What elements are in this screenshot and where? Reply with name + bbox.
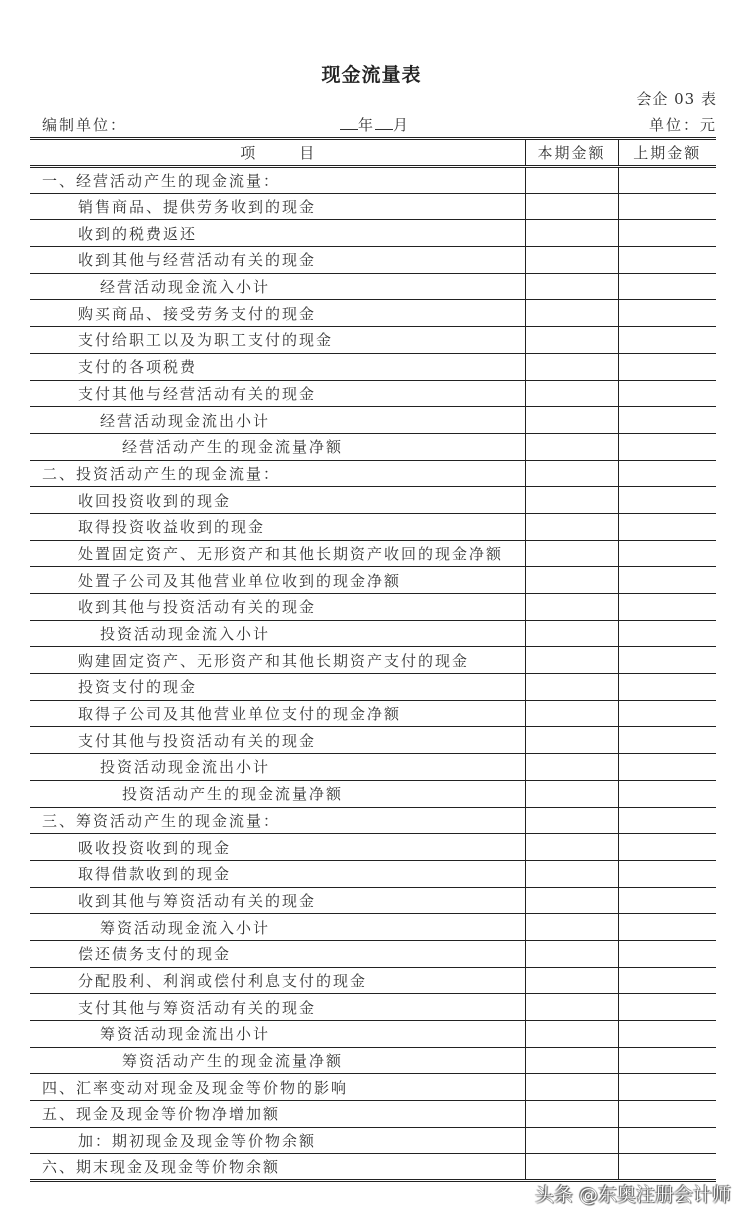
form-number: 会企 03 表 [636,90,717,108]
previous-amount-cell[interactable] [618,193,716,220]
year-label: 年 [358,116,376,134]
row-label: 支付其他与投资活动有关的现金 [30,727,525,754]
table-row [30,433,716,460]
previous-amount-cell[interactable] [618,487,716,514]
previous-amount-cell[interactable] [618,1021,716,1048]
previous-amount-cell[interactable] [618,433,716,460]
table-row [30,887,716,914]
table-row [30,487,716,514]
previous-amount-cell[interactable] [618,967,716,994]
previous-amount-cell[interactable] [618,167,716,194]
table-row [30,247,716,274]
current-amount-cell[interactable] [525,807,618,834]
current-amount-cell[interactable] [525,167,618,194]
current-amount-cell[interactable] [525,994,618,1021]
row-label: 投资活动现金流出小计 [30,754,525,781]
row-label: 四、汇率变动对现金及现金等价物的影响 [30,1074,525,1101]
previous-amount-cell[interactable] [618,834,716,861]
table-row [30,807,716,834]
table-row [30,674,716,701]
row-label: 经营活动现金流入小计 [30,273,525,300]
previous-amount-cell[interactable] [618,594,716,621]
previous-amount-cell[interactable] [618,807,716,834]
previous-amount-cell[interactable] [618,540,716,567]
current-amount-cell[interactable] [525,754,618,781]
watermark: 头条 @东奥注册会计师 [535,1184,732,1206]
prepared-by-label: 编制单位： [42,116,128,134]
year-blank [340,117,358,130]
row-label: 处置子公司及其他营业单位收到的现金净额 [30,567,525,594]
table-row [30,1154,716,1181]
previous-amount-cell[interactable] [618,407,716,434]
table-row [30,1021,716,1048]
previous-amount-cell[interactable] [618,353,716,380]
table-row [30,193,716,220]
table-row [30,407,716,434]
row-label: 收到的税费返还 [30,220,525,247]
currency-unit: 单位：元 [648,116,717,134]
table-row [30,940,716,967]
table-row [30,647,716,674]
table-row [30,994,716,1021]
row-label: 支付的各项税费 [30,353,525,380]
table-row [30,380,716,407]
previous-amount-cell[interactable] [618,460,716,487]
current-amount-cell[interactable] [525,433,618,460]
current-amount-cell[interactable] [525,727,618,754]
current-amount-cell[interactable] [525,700,618,727]
current-amount-cell[interactable] [525,620,618,647]
previous-amount-cell[interactable] [618,380,716,407]
current-amount-cell[interactable] [525,887,618,914]
previous-amount-cell[interactable] [618,1154,716,1181]
previous-amount-cell[interactable] [618,567,716,594]
table-row [30,967,716,994]
previous-amount-cell[interactable] [618,940,716,967]
current-amount-cell[interactable] [525,1047,618,1074]
row-label: 筹资活动现金流出小计 [30,1021,525,1048]
table-row [30,914,716,941]
current-amount-cell[interactable] [525,327,618,354]
row-label: 处置固定资产、无形资产和其他长期资产收回的现金净额 [30,540,525,567]
current-amount-cell[interactable] [525,273,618,300]
previous-amount-cell[interactable] [618,860,716,887]
current-amount-cell[interactable] [525,513,618,540]
row-label: 销售商品、提供劳务收到的现金 [30,193,525,220]
current-amount-cell[interactable] [525,914,618,941]
current-amount-cell[interactable] [525,567,618,594]
row-label: 加：期初现金及现金等价物余额 [30,1127,525,1154]
previous-amount-cell[interactable] [618,1047,716,1074]
previous-amount-cell[interactable] [618,914,716,941]
row-label: 支付其他与经营活动有关的现金 [30,380,525,407]
row-label: 二、投资活动产生的现金流量： [30,460,525,487]
row-label: 一、经营活动产生的现金流量： [30,167,525,194]
table-row [30,594,716,621]
document-title: 现金流量表 [321,64,422,86]
current-amount-cell[interactable] [525,1127,618,1154]
row-label: 五、现金及现金等价物净增加额 [30,1101,525,1128]
current-amount-cell[interactable] [525,247,618,274]
previous-amount-cell[interactable] [618,1074,716,1101]
previous-amount-cell[interactable] [618,674,716,701]
table-row [30,620,716,647]
table-row [30,700,716,727]
previous-amount-cell[interactable] [618,620,716,647]
previous-amount-cell[interactable] [618,754,716,781]
previous-amount-cell[interactable] [618,273,716,300]
current-amount-cell[interactable] [525,380,618,407]
previous-amount-cell[interactable] [618,220,716,247]
row-label: 收到其他与经营活动有关的现金 [30,247,525,274]
row-label: 偿还债务支付的现金 [30,940,525,967]
row-label: 投资支付的现金 [30,674,525,701]
row-label: 取得借款收到的现金 [30,860,525,887]
row-label: 支付其他与筹资活动有关的现金 [30,994,525,1021]
row-label: 购买商品、接受劳务支付的现金 [30,300,525,327]
row-label: 筹资活动现金流入小计 [30,914,525,941]
table-row [30,540,716,567]
previous-amount-cell[interactable] [618,727,716,754]
previous-amount-cell[interactable] [618,513,716,540]
table-row [30,167,716,194]
header-previous-amount: 上期金额 [618,139,716,167]
table-row [30,780,716,807]
table-row [30,300,716,327]
current-amount-cell[interactable] [525,487,618,514]
table-row [30,1101,716,1128]
cash-flow-table [30,137,716,1182]
current-amount-cell[interactable] [525,780,618,807]
current-amount-cell[interactable] [525,860,618,887]
current-amount-cell[interactable] [525,834,618,861]
previous-amount-cell[interactable] [618,327,716,354]
current-amount-cell[interactable] [525,967,618,994]
table-row [30,727,716,754]
current-amount-cell[interactable] [525,407,618,434]
row-label: 六、期末现金及现金等价物余额 [30,1154,525,1181]
table-row [30,1127,716,1154]
header-current-amount: 本期金额 [525,139,618,167]
previous-amount-cell[interactable] [618,247,716,274]
table-row [30,460,716,487]
table-row [30,860,716,887]
current-amount-cell[interactable] [525,674,618,701]
table-row [30,513,716,540]
table-row [30,834,716,861]
current-amount-cell[interactable] [525,1101,618,1128]
previous-amount-cell[interactable] [618,994,716,1021]
month-label: 月 [393,116,411,134]
row-label: 筹资活动产生的现金流量净额 [30,1047,525,1074]
row-label: 分配股利、利润或偿付利息支付的现金 [30,967,525,994]
current-amount-cell[interactable] [525,353,618,380]
row-label: 经营活动现金流出小计 [30,407,525,434]
header-item-b: 目 [299,144,315,162]
row-label: 收到其他与筹资活动有关的现金 [30,887,525,914]
table-row [30,327,716,354]
current-amount-cell[interactable] [525,1074,618,1101]
row-label: 投资活动产生的现金流量净额 [30,780,525,807]
current-amount-cell[interactable] [525,193,618,220]
table-row [30,1047,716,1074]
row-label: 取得子公司及其他营业单位支付的现金净额 [30,700,525,727]
current-amount-cell[interactable] [525,300,618,327]
table-header-row [30,139,716,167]
previous-amount-cell[interactable] [618,1127,716,1154]
row-label: 投资活动现金流入小计 [30,620,525,647]
current-amount-cell[interactable] [525,220,618,247]
table-row [30,567,716,594]
previous-amount-cell[interactable] [618,647,716,674]
previous-amount-cell[interactable] [618,780,716,807]
table-row [30,754,716,781]
previous-amount-cell[interactable] [618,300,716,327]
row-label: 取得投资收益收到的现金 [30,513,525,540]
current-amount-cell[interactable] [525,460,618,487]
previous-amount-cell[interactable] [618,1101,716,1128]
previous-amount-cell[interactable] [618,700,716,727]
header-item [30,139,525,167]
current-amount-cell[interactable] [525,594,618,621]
row-label: 购建固定资产、无形资产和其他长期资产支付的现金 [30,647,525,674]
header-item-a: 项 [240,144,256,162]
row-label: 三、筹资活动产生的现金流量： [30,807,525,834]
table-row [30,353,716,380]
period-field [340,114,410,135]
month-blank [375,117,393,130]
current-amount-cell[interactable] [525,647,618,674]
row-label: 经营活动产生的现金流量净额 [30,433,525,460]
row-label: 吸收投资收到的现金 [30,834,525,861]
previous-amount-cell[interactable] [618,887,716,914]
row-label: 收回投资收到的现金 [30,487,525,514]
current-amount-cell[interactable] [525,940,618,967]
row-label: 支付给职工以及为职工支付的现金 [30,327,525,354]
row-label: 收到其他与投资活动有关的现金 [30,594,525,621]
current-amount-cell[interactable] [525,1154,618,1181]
current-amount-cell[interactable] [525,1021,618,1048]
table-row [30,1074,716,1101]
table-row [30,273,716,300]
current-amount-cell[interactable] [525,540,618,567]
table-row [30,220,716,247]
